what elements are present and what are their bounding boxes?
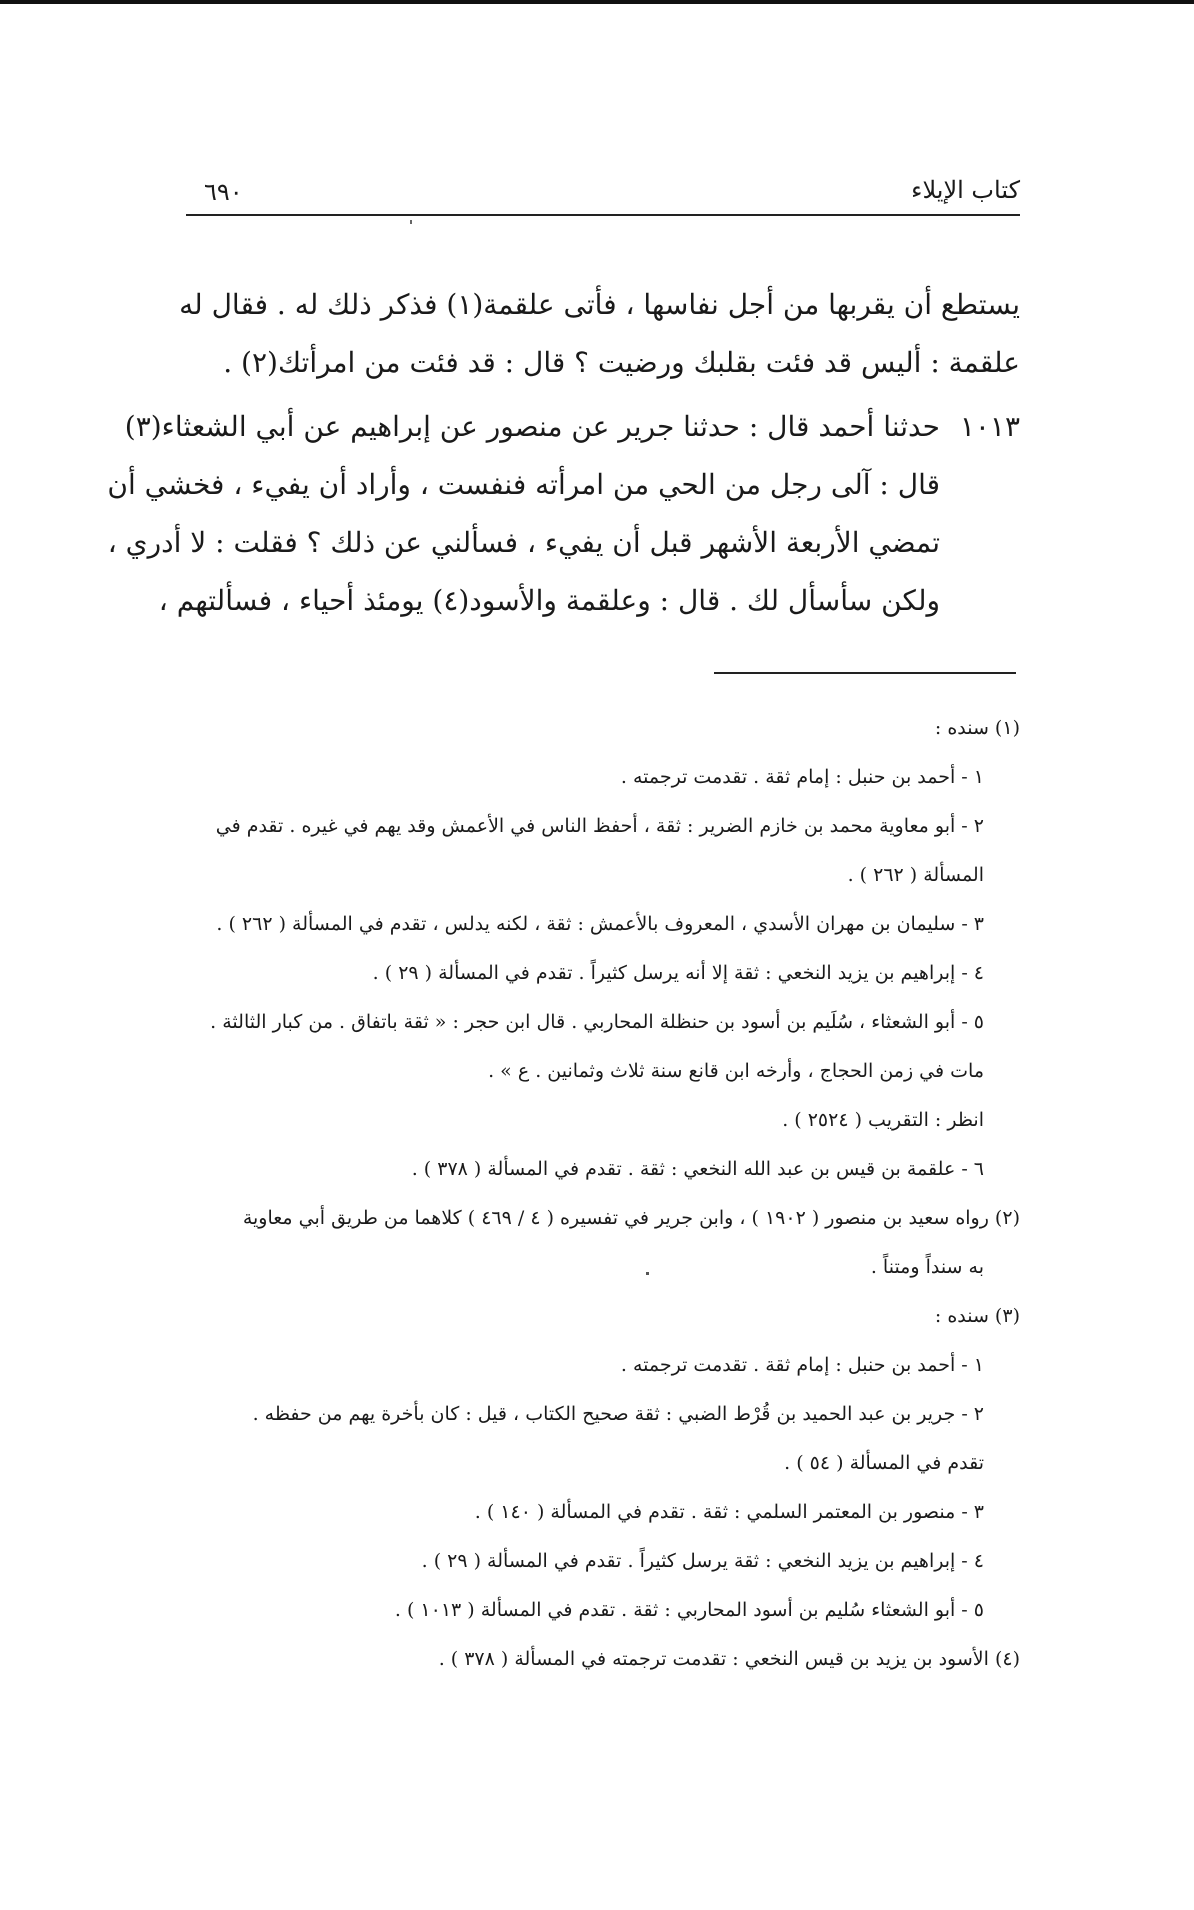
footnote-heading: (١) سنده : bbox=[934, 717, 1020, 739]
footnote-line: مات في زمن الحجاج ، وأرخه ابن قانع سنة ثلاث وثمانين . ع » . bbox=[488, 1060, 984, 1082]
footnote-line: (٢) رواه سعيد بن منصور ( ١٩٠٢ ) ، وابن جرير في تفسيره ( ٤ / ٤٦٩ ) كلاهما من طريق أبي معاوية bbox=[242, 1207, 1020, 1229]
body-line: ولكن سأسأل لك . قال : وعلقمة والأسود(٤) يومئذ أحياء ، فسألتهم ، bbox=[158, 584, 940, 617]
page-header bbox=[186, 176, 1020, 216]
footnote-line: تقدم في المسألة ( ٥٤ ) . bbox=[784, 1452, 984, 1474]
footnote-separator bbox=[714, 672, 1016, 674]
footnote-line: ١ - أحمد بن حنبل : إمام ثقة . تقدمت ترجمته . bbox=[620, 766, 984, 788]
body-line: تمضي الأربعة الأشهر قبل أن يفيء ، فسألني عن ذلك ؟ فقلت : لا أدري ، bbox=[107, 526, 940, 559]
hadith-entry bbox=[107, 398, 1020, 630]
hadith-number: ١٠١٣ bbox=[959, 410, 1020, 443]
footnote-line: ١ - أحمد بن حنبل : إمام ثقة . تقدمت ترجمته . bbox=[620, 1354, 984, 1376]
footnote-line: (٤) الأسود بن يزيد بن قيس النخعي : تقدمت ترجمته في المسألة ( ٣٧٨ ) . bbox=[438, 1648, 1020, 1670]
footnote-line: ٢ - جرير بن عبد الحميد بن قُرْط الضبي : ثقة صحيح الكتاب ، قيل : كان بأخرة يهم من حفظه . bbox=[252, 1403, 984, 1425]
running-title: كتاب الإيلاء bbox=[911, 176, 1020, 204]
body-line: علقمة : أليس قد فئت بقلبك ورضيت ؟ قال : قد فئت من امرأتك(٢) . bbox=[223, 346, 1020, 379]
footnote-heading: (٣) سنده : bbox=[934, 1305, 1020, 1327]
scan-speck bbox=[410, 220, 412, 224]
page-number: ٦٩٠ bbox=[204, 178, 243, 206]
footnote-line: به سنداً ومتناً . bbox=[870, 1256, 984, 1278]
footnote-line: ٢ - أبو معاوية محمد بن خازم الضرير : ثقة ، أحفظ الناس في الأعمش وقد يهم في غيره . تقدم في bbox=[215, 815, 984, 837]
footnote-line: ٣ - سليمان بن مهران الأسدي ، المعروف بالأعمش : ثقة ، لكنه يدلس ، تقدم في المسألة ( ٢٦٢ ) . bbox=[216, 913, 984, 935]
footnote-line: ٥ - أبو الشعثاء ، سُلَيم بن أسود بن حنظلة المحاربي . قال ابن حجر : « ثقة باتفاق . من كبار الثالثة . bbox=[210, 1011, 984, 1033]
scan-speck bbox=[646, 1272, 649, 1275]
footnote-line: ٣ - منصور بن المعتمر السلمي : ثقة . تقدم في المسألة ( ١٤٠ ) . bbox=[474, 1501, 984, 1523]
body-line: حدثنا أحمد قال : حدثنا جرير عن منصور عن إبراهيم عن أبي الشعثاء(٣) bbox=[124, 410, 940, 443]
body-line: يستطع أن يقربها من أجل نفاسها ، فأتى علقمة(١) فذكر ذلك له . فقال له bbox=[179, 288, 1020, 321]
body-line: قال : آلى رجل من الحي من امرأته فنفست ، وأراد أن يفيء ، فخشي أن bbox=[107, 468, 940, 501]
footnote-line: ٤ - إبراهيم بن يزيد النخعي : ثقة إلا أنه يرسل كثيراً . تقدم في المسألة ( ٢٩ ) . bbox=[372, 962, 984, 984]
hadith-text bbox=[107, 398, 1020, 630]
scan-top-edge bbox=[0, 0, 1194, 4]
footnote-line: المسألة ( ٢٦٢ ) . bbox=[847, 864, 984, 886]
footnote-line: ٤ - إبراهيم بن يزيد النخعي : ثقة يرسل كثيراً . تقدم في المسألة ( ٢٩ ) . bbox=[421, 1550, 984, 1572]
footnote-line: ٦ - علقمة بن قيس بن عبد الله النخعي : ثقة . تقدم في المسألة ( ٣٧٨ ) . bbox=[411, 1158, 984, 1180]
footnote-line: انظر : التقريب ( ٢٥٢٤ ) . bbox=[782, 1109, 984, 1131]
footnotes bbox=[186, 704, 1020, 1684]
footnote-line: ٥ - أبو الشعثاء سُليم بن أسود المحاربي : ثقة . تقدم في المسألة ( ١٠١٣ ) . bbox=[394, 1599, 984, 1621]
main-text bbox=[107, 276, 1020, 630]
